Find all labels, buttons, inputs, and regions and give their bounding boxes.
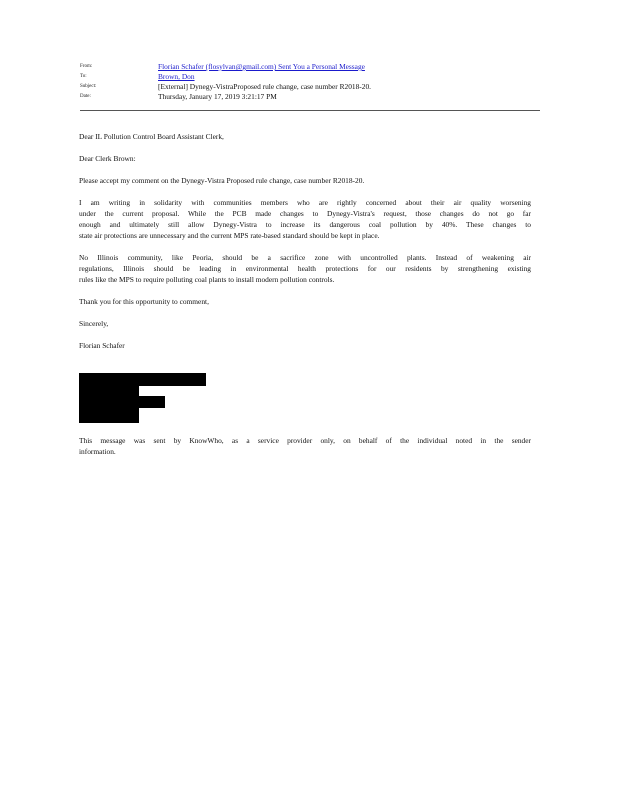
salutation-2: Dear Clerk Brown: [79,154,136,163]
from-row [80,62,540,72]
date-value: Thursday, January 17, 2019 3:21:17 PM [158,92,277,101]
paragraph-line: enough and ultimately still allow Dynegy-Vistra to increase its dangerous coal pollution by 40%. These changes to [79,220,531,229]
thanks-line: Thank you for this opportunity to comment, [79,297,209,306]
disclaimer-line: This message was sent by KnowWho, as a service provider only, on behalf of the individual noted in the sender [79,436,531,445]
paragraph-line: regulations, Illinois should be leading in environmental health protections for our residents by strengthening existing [79,264,531,273]
solidarity-paragraph [79,197,531,241]
sender-disclaimer [79,435,531,457]
paragraph-line: rules like the MPS to require polluting coal plants to install modern pollution controls. [79,275,335,284]
paragraph-line: No Illinois community, like Peoria, should be a sacrifice zone with uncontrolled plants. Instead of weakening air [79,253,531,262]
paragraph-line: under the current proposal. While the PCB made changes to Dynegy-Vistra's request, those changes do not go far [79,209,531,218]
paragraph-line: I am writing in solidarity with communities members who are rightly concerned about their air quality worsening [79,198,531,207]
redaction-block [79,373,206,386]
date-label: Date: [80,94,91,99]
redaction-block [79,408,139,423]
closing-line: Sincerely, [79,319,109,328]
salutation-1: Dear IL Pollution Control Board Assistant Clerk, [79,132,224,141]
disclaimer-line: information. [79,447,116,456]
signature-name: Florian Schafer [79,341,125,350]
date-row [80,92,540,102]
comment-paragraph: Please accept my comment on the Dynegy-Vistra Proposed rule change, case number R2018-20. [79,176,365,185]
email-body [79,131,531,362]
to-row [80,72,540,82]
paragraph-line: state air protections are unnecessary and the current MPS rate-based standard should be kept in place. [79,231,380,240]
redaction-block [79,386,139,396]
subject-row [80,82,540,92]
subject-value: [External] Dynegy-VistraProposed rule change, case number R2018-20. [158,82,371,91]
header-divider [80,110,540,111]
to-label: To: [80,74,87,79]
from-link[interactable]: Florian Schafer (flosylvan@gmail.com) Sent You a Personal Message [158,62,365,71]
redaction-block [79,396,165,408]
subject-label: Subject: [80,84,97,89]
to-link[interactable]: Brown, Don [158,72,195,81]
email-header [80,62,540,102]
illinois-paragraph [79,252,531,285]
from-label: From: [80,64,93,69]
